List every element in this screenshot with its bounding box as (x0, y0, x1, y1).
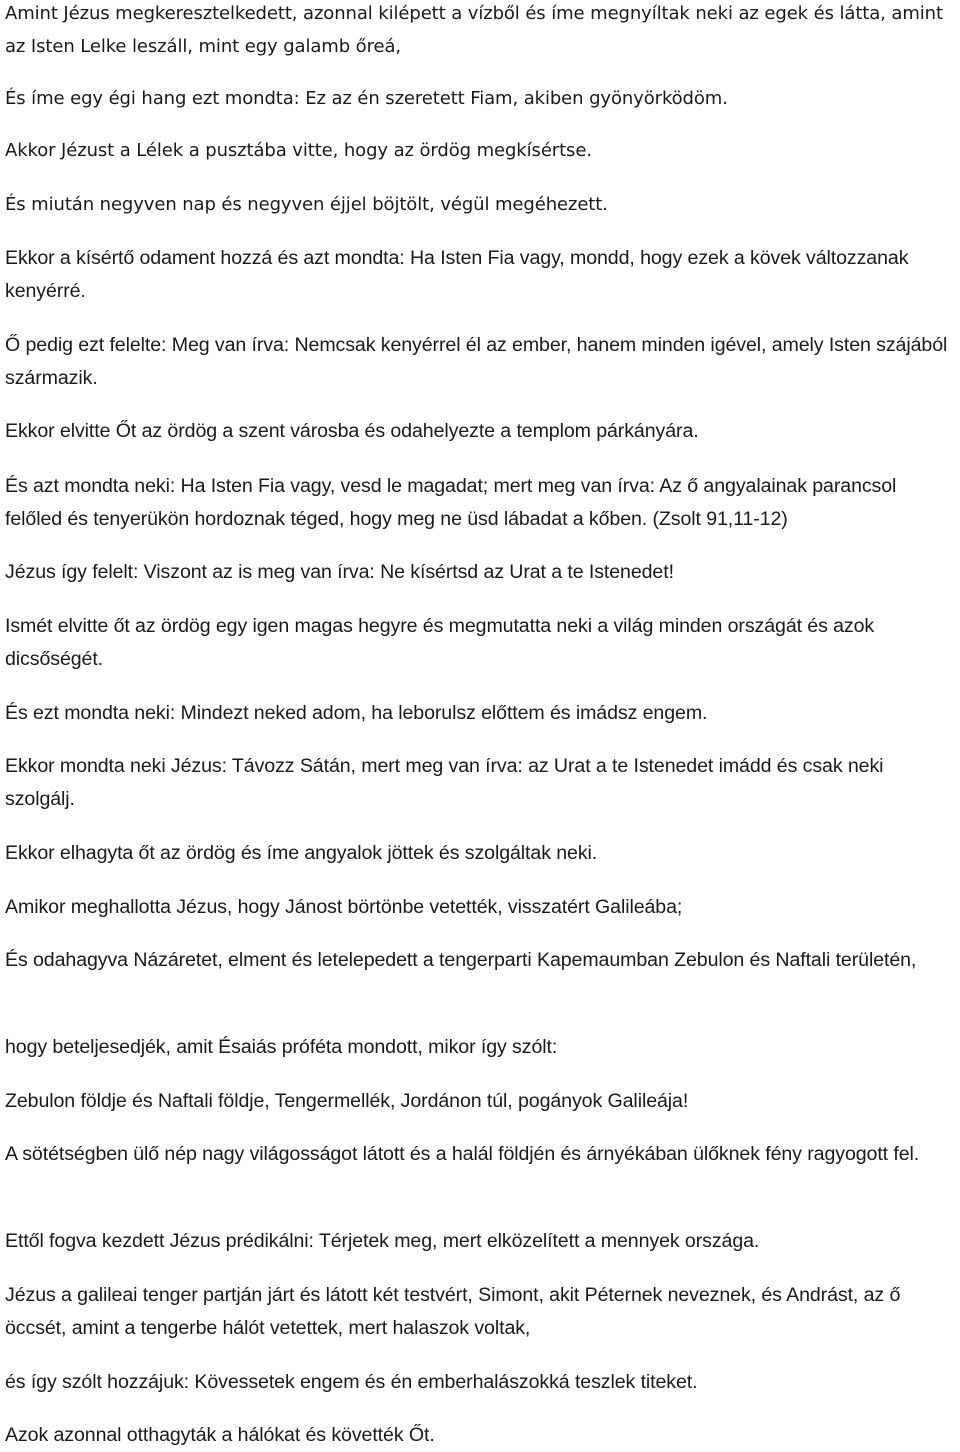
paragraph: Ismét elvitte őt az ördög egy igen magas hegyre és megmutatta neki a világ minden országát és azok dicsőségét. (5, 615, 875, 670)
paragraph: És azt mondta neki: Ha Isten Fia vagy, vesd le magadat; mert meg van írva: Az ő angyalainak parancsol felőled és tenyerükön hordoznak téged, hogy meg ne üsd lábadat a kőben. (Zsolt 91,11-12) (5, 475, 897, 530)
paragraph: Ő pedig ezt felelte: Meg van írva: Nemcsak kenyérrel él az ember, hanem minden igével, amely Isten szájából származik. (5, 334, 948, 389)
paragraph: Jézus a galileai tenger partján járt és látott két testvért, Simont, akit Péternek neveznek, és Andrást, az ő öccsét, amint a tengerbe hálót vetettek, mert halaszok voltak, (5, 1284, 901, 1339)
paragraph: És odahagyva Názáretet, elment és letelepedett a tengerparti Kapemaumban Zebulon és Naftali területén, (5, 949, 917, 971)
paragraph: És miután negyven nap és negyven éjjel böjtölt, végül megéhezett. (5, 194, 608, 215)
paragraph: És íme egy égi hang ezt mondta: Ez az én szeretett Fiam, akiben gyönyörködöm. (5, 88, 728, 109)
paragraph: Ekkor elhagyta őt az ördög és íme angyalok jöttek és szolgáltak neki. (5, 842, 598, 864)
paragraph: Azok azonnal otthagyták a hálókat és követték Őt. (5, 1424, 435, 1446)
paragraph: Ekkor a kísértő odament hozzá és azt mondta: Ha Isten Fia vagy, mondd, hogy ezek a kövek változzanak kenyérré. (5, 247, 909, 302)
paragraph: Amikor meghallotta Jézus, hogy Jánost börtönbe vetették, visszatért Galileába; (5, 896, 683, 918)
paragraph: hogy beteljesedjék, amit Ésaiás próféta mondott, mikor így szólt: (5, 1036, 558, 1058)
paragraph: Ettől fogva kezdett Jézus prédikálni: Térjetek meg, mert elközelített a mennyek országa. (5, 1230, 760, 1252)
paragraph: Zebulon földje és Naftali földje, Tengermellék, Jordánon túl, pogányok Galileája! (5, 1090, 689, 1112)
paragraph: Amint Jézus megkeresztelkedett, azonnal kilépett a vízből és íme megnyíltak neki az egek és látta, amint az Isten Lelke leszáll, mint egy galamb őreá, (5, 3, 943, 57)
paragraph: Akkor Jézust a Lélek a pusztába vitte, hogy az ördög megkísértse. (5, 140, 592, 161)
paragraph: Jézus így felelt: Viszont az is meg van írva: Ne kísértsd az Urat a te Istenedet! (5, 561, 674, 583)
paragraph: És ezt mondta neki: Mindezt neked adom, ha leborulsz előttem és imádsz engem. (5, 702, 708, 724)
paragraph: Ekkor mondta neki Jézus: Távozz Sátán, mert meg van írva: az Urat a te Istenedet imádd és csak neki szolgálj. (5, 755, 884, 810)
paragraph: A sötétségben ülő nép nagy világosságot látott és a halál földjén és árnyékában ülőknek fény ragyogott fel. (5, 1143, 920, 1165)
paragraph: és így szólt hozzájuk: Kövessetek engem és én emberhalászokká teszlek titeket. (5, 1371, 698, 1393)
paragraph: Ekkor elvitte Őt az ördög a szent városba és odahelyezte a templom párkányára. (5, 420, 699, 442)
